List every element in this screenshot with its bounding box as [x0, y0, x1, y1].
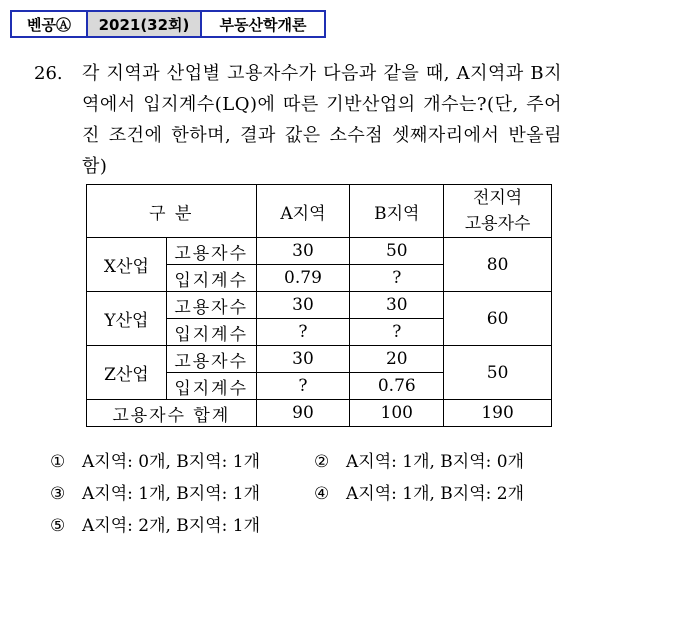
header-region-b: B지역	[350, 185, 444, 238]
choice-3[interactable]	[50, 478, 260, 510]
header-exam: 2021(32회)	[88, 12, 202, 36]
choice-number: ①	[50, 452, 66, 472]
data-table	[86, 184, 552, 427]
cell-value: 30	[256, 346, 350, 373]
cell-value: 0.79	[256, 265, 350, 292]
cell-value: 30	[256, 292, 350, 319]
choice-text: A지역: 1개, B지역: 0개	[346, 452, 525, 472]
cell-total: 50	[444, 346, 552, 400]
choice-text: A지역: 2개, B지역: 1개	[82, 516, 261, 536]
header-category-cell: 구 분	[87, 185, 257, 238]
row-label: 입지계수	[166, 319, 256, 346]
choice-number: ②	[314, 452, 330, 472]
cell-value: ?	[256, 373, 350, 400]
choice-number: ⑤	[50, 516, 66, 536]
footer-a: 90	[256, 400, 350, 427]
header-total-line1: 전지역	[472, 188, 523, 208]
table-row	[87, 346, 552, 373]
footer-label: 고용자수 합계	[87, 400, 257, 427]
cell-value: 20	[350, 346, 444, 373]
table-footer-row	[87, 400, 552, 427]
row-label: 입지계수	[166, 265, 256, 292]
row-label: 고용자수	[166, 292, 256, 319]
table-row	[87, 238, 552, 265]
question-text: 각 지역과 산업별 고용자수가 다음과 같을 때, A지역과 B지역에서 입지계수(LQ)에 따른 기반산업의 개수는?(단, 주어진 조건에 한하며, 결과 값은 소수점 셋째자리에서 반올림함)	[82, 63, 562, 177]
choice-1[interactable]	[50, 446, 260, 478]
footer-total: 190	[444, 400, 552, 427]
question	[34, 58, 562, 182]
footer-b: 100	[350, 400, 444, 427]
choice-number: ③	[50, 484, 66, 504]
header-region-a: A지역	[256, 185, 350, 238]
industry-y: Y산업	[87, 292, 167, 346]
choice-text: A지역: 1개, B지역: 1개	[82, 484, 261, 504]
choice-2[interactable]	[314, 446, 524, 478]
choice-5[interactable]	[50, 510, 260, 542]
header-total-line2: 고용자수	[464, 214, 531, 234]
table-row	[87, 292, 552, 319]
choice-text: A지역: 1개, B지역: 2개	[346, 484, 525, 504]
cell-total: 80	[444, 238, 552, 292]
cell-value: ?	[350, 319, 444, 346]
row-label: 입지계수	[166, 373, 256, 400]
header-total	[444, 185, 552, 238]
industry-x: X산업	[87, 238, 167, 292]
exam-header	[10, 10, 326, 38]
choice-4[interactable]	[314, 478, 524, 510]
cell-total: 60	[444, 292, 552, 346]
cell-value: ?	[350, 265, 444, 292]
cell-value: 50	[350, 238, 444, 265]
row-label: 고용자수	[166, 346, 256, 373]
row-label: 고용자수	[166, 238, 256, 265]
cell-value: 30	[256, 238, 350, 265]
industry-z: Z산업	[87, 346, 167, 400]
choice-number: ④	[314, 484, 330, 504]
cell-value: 0.76	[350, 373, 444, 400]
cell-value: 30	[350, 292, 444, 319]
table-header-row	[87, 185, 552, 238]
cell-value: ?	[256, 319, 350, 346]
choice-text: A지역: 0개, B지역: 1개	[82, 452, 261, 472]
header-category: 벤공Ⓐ	[12, 12, 88, 36]
question-number: 26.	[34, 63, 63, 84]
header-subject: 부동산학개론	[219, 15, 307, 34]
